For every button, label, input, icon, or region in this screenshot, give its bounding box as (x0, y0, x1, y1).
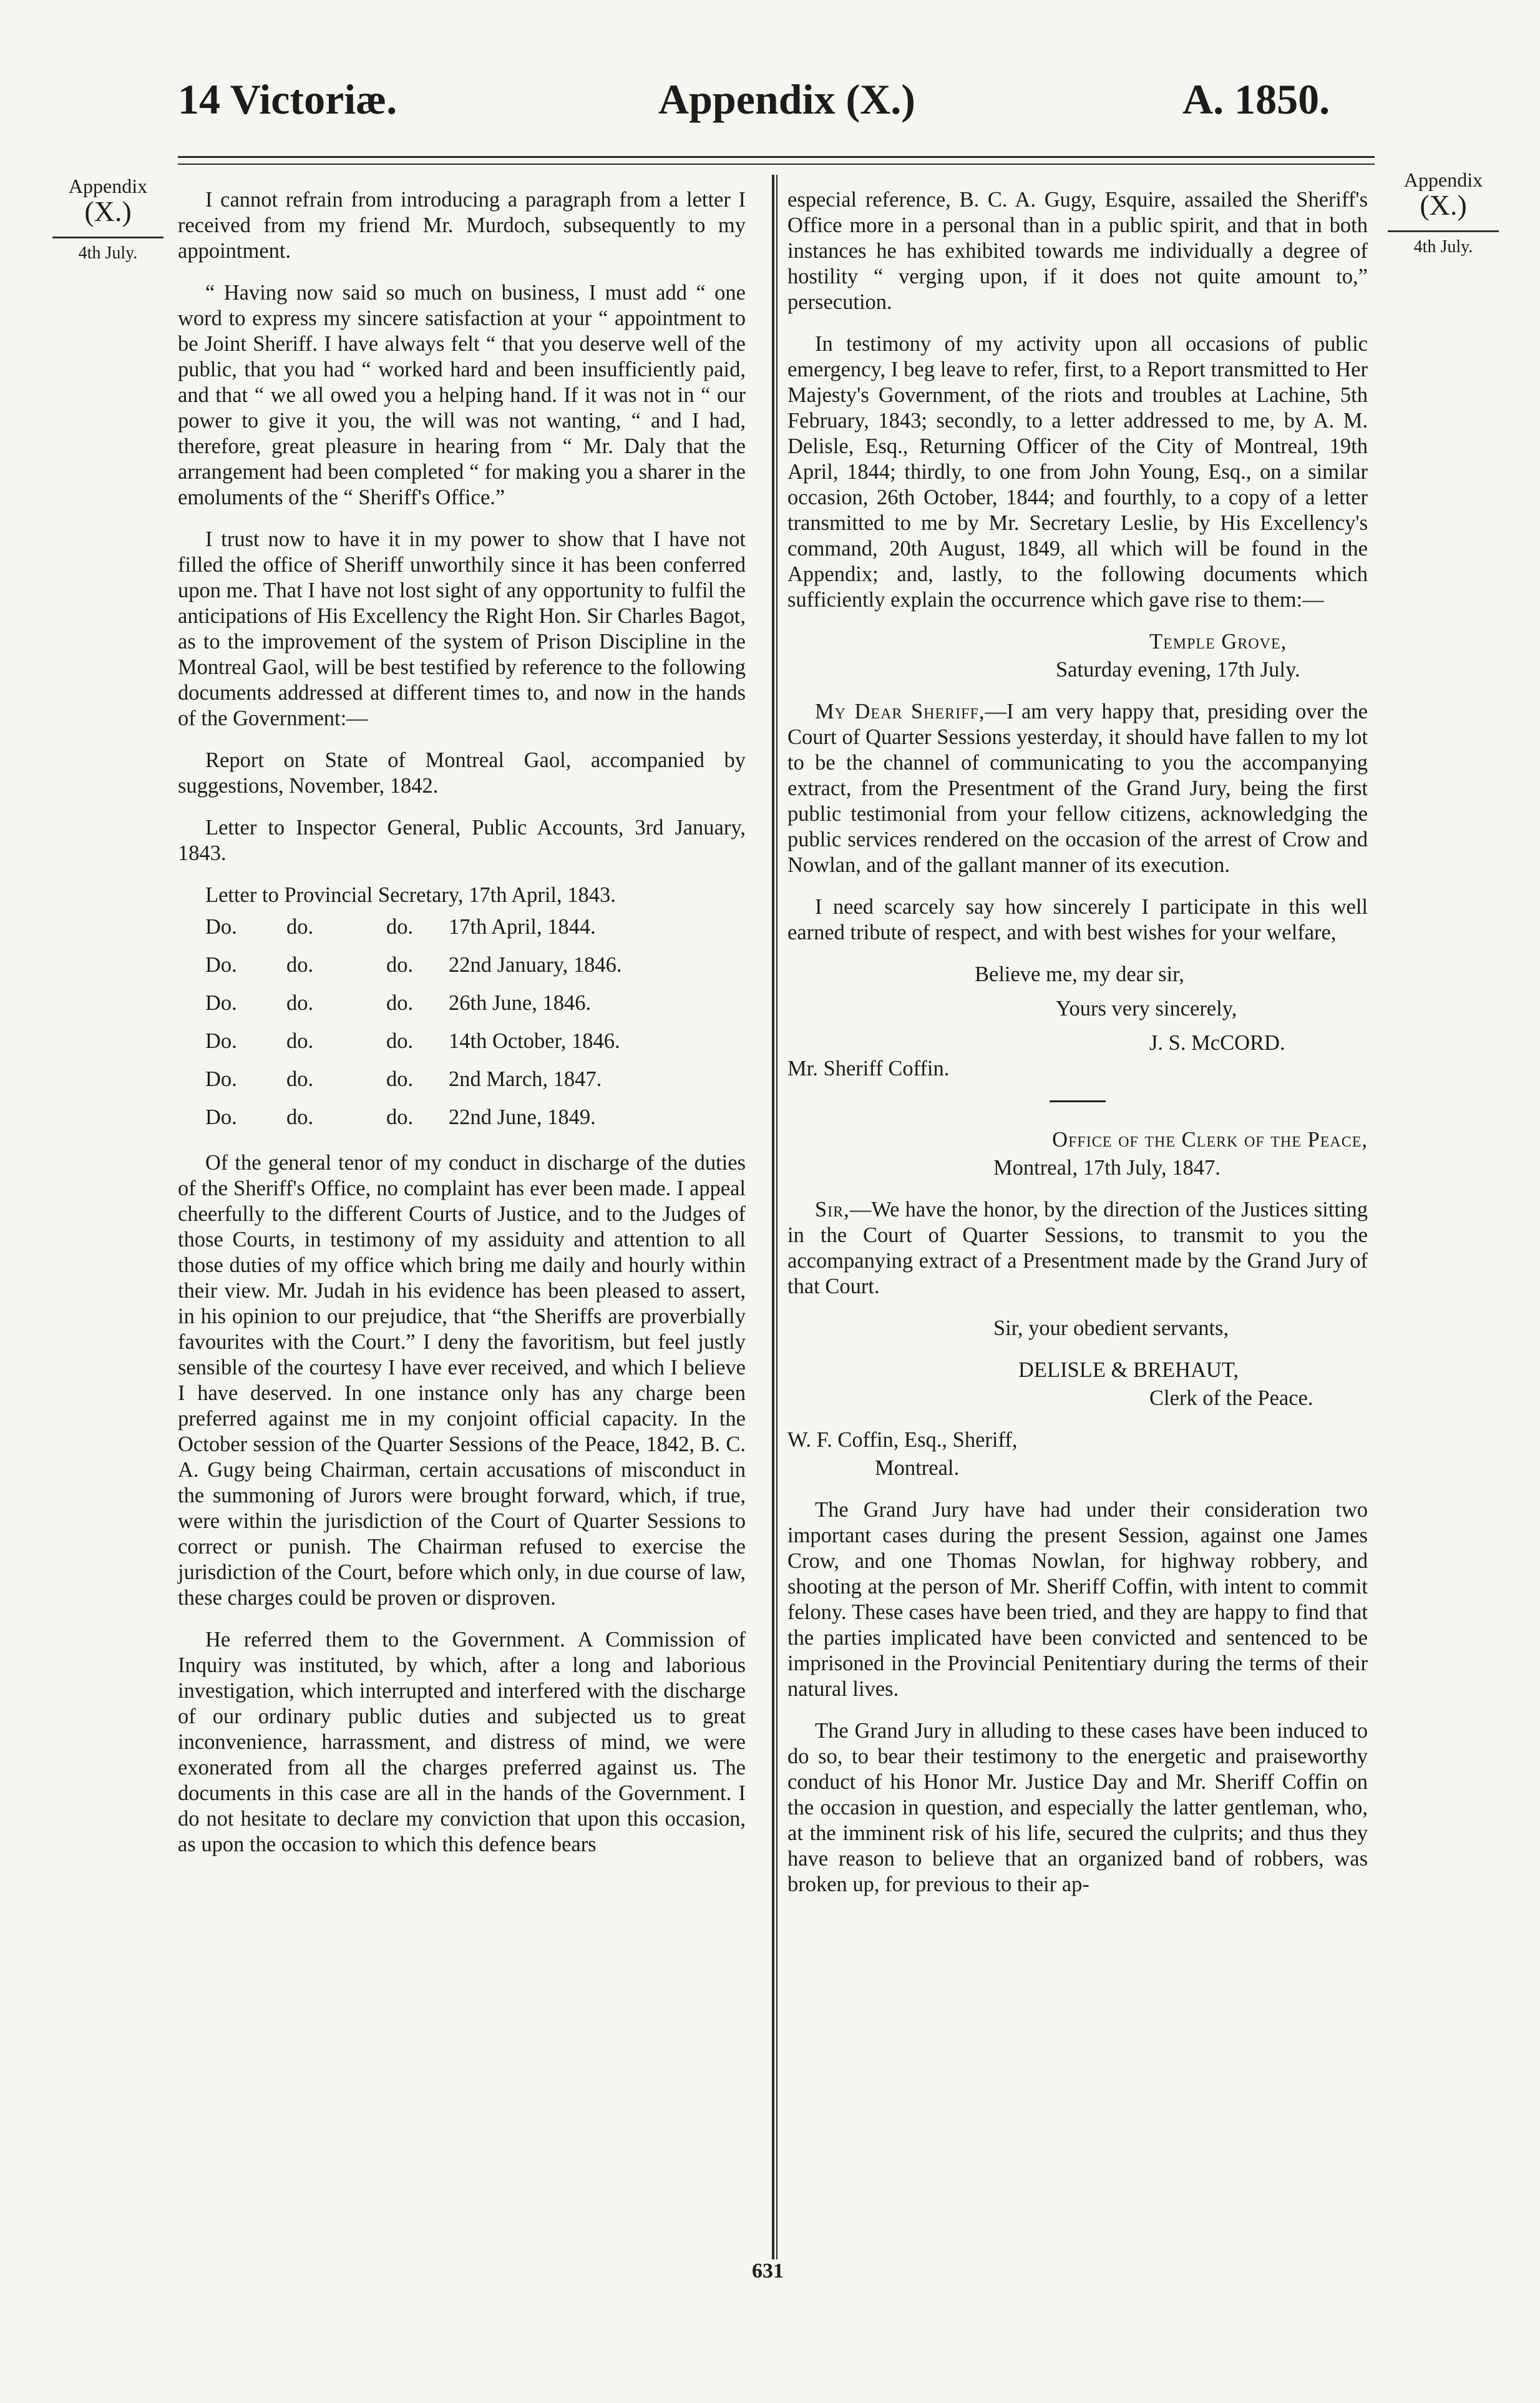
margin-note-ref: (X.) (1420, 189, 1467, 221)
ditto-cell: Do. (205, 1029, 237, 1053)
margin-note-date: 4th July. (78, 243, 138, 263)
letter-date: Saturday evening, 17th July. (1056, 658, 1300, 682)
margin-note-label: Appendix (1403, 169, 1483, 191)
letter-closing: Believe me, my dear sir, (975, 962, 1184, 986)
letter-date: Montreal, 17th July, 1847. (993, 1156, 1221, 1180)
document-entry: Letter to Inspector General, Public Accounts, 3rd January, 1843. (178, 816, 746, 865)
letter-signature: J. S. McCORD. (1149, 1031, 1285, 1055)
ditto-row (178, 946, 746, 984)
paragraph: Of the general tenor of my conduct in discharge of the duties of the Sheriff's Office, no complaint has ever been made. I appeal cheerfully to the different Courts of Justice, and to the Judges of those Courts, in testimony of my assiduity and attention to all those duties of my office which bring me daily and hourly within their view. Mr. Judah in his evidence has been pleased to assert, in his opinion to our prejudice, that “the Sheriffs are proverbially favourites with the Court.” I deny the favoritism, but feel justly sensible of the courtesy I have ever received, and which I believe I have deserved. In one instance only has any charge been preferred against me in my conjoint official capacity. In the October session of the Quarter Sessions of the Peace, 1842, B. C. A. Gugy being Chairman, certain accusations of misconduct in the summoning of Jurors were brought forward, which, if true, were within the jurisdiction of the Court of Quarter Sessions to correct or punish. The Chairman refused to exercise the jurisdiction of the Court, before which only, in due course of law, these charges could be proven or disproven. (178, 1151, 746, 1610)
column-divider (772, 175, 774, 2259)
letter-closing: Yours very sincerely, (1056, 997, 1237, 1020)
letter-signature: DELISLE & BREHAUT, (1018, 1358, 1239, 1382)
ditto-row (178, 1022, 746, 1060)
letter-salutation: Sir, (815, 1198, 850, 1221)
letter-body (787, 1197, 1368, 1299)
paragraph: I need scarcely say how sincerely I participate in this well earned tribute of respect, and with best wishes for your welfare, (787, 895, 1368, 944)
letter-text: —I am very happy that, presiding over the Court of Quarter Sessions yesterday, it should have fallen to my lot to be the channel of communicating to you the accompanying extract, from the Presentment of the Grand Jury, being the first public testimonial from your fellow citizens, acknowledging the public services rendered on the occasion of the arrest of Crow and Nowlan, and of the gallant manner of its execution. (787, 700, 1368, 877)
page-number: 631 (752, 2259, 784, 2283)
ditto-cell: 22nd June, 1849. (449, 1105, 596, 1129)
section-divider (1050, 1100, 1106, 1102)
ditto-cell: Do. (205, 991, 237, 1015)
margin-brace (1388, 219, 1499, 232)
ditto-cell: do. (386, 991, 414, 1015)
ditto-cell: do. (386, 1029, 414, 1053)
ditto-list (178, 908, 746, 1137)
letter-office: Office of the Clerk of the Peace, (1052, 1128, 1368, 1152)
column-divider-inner (776, 175, 777, 2259)
ditto-cell: do. (386, 1105, 414, 1129)
ditto-cell: do. (286, 991, 314, 1015)
margin-note-ref: (X.) (84, 195, 132, 227)
paragraph: I cannot refrain from introducing a paragraph from a letter I received from my friend Mr. Murdoch, subsequently to my appointment. (178, 188, 746, 263)
ditto-cell: Do. (205, 915, 237, 939)
header-year: A. 1850. (1182, 76, 1330, 123)
paragraph: The Grand Jury in alluding to these cases have been induced to do so, to bear their testimony to the energetic and praiseworthy conduct of his Honor Mr. Justice Day and Mr. Sheriff Coffin on the occasion in question, and especially the latter gentleman, who, at the imminent risk of his life, secured the culprits; and thus they have reason to believe that an organized band of robbers, was broken up, for previous to their ap- (787, 1719, 1368, 1896)
ditto-cell: do. (386, 915, 414, 939)
letter-place: Temple Grove, (1149, 630, 1287, 653)
header-rule-bottom (178, 164, 1375, 165)
letter-addressee: W. F. Coffin, Esq., Sheriff, (787, 1428, 1018, 1452)
ditto-cell: Do. (205, 1105, 237, 1129)
ditto-cell: do. (386, 953, 414, 977)
paragraph: especial reference, B. C. A. Gugy, Esquire, assailed the Sheriff's Office more in a personal than in a public spirit, and that in both instances he has exhibited towards me individually a degree of hostility “ verging upon, if it does not quite amount to,” persecution. (787, 188, 1368, 314)
ditto-cell: Do. (205, 1067, 237, 1091)
header-session: 14 Victoriæ. (178, 76, 397, 123)
letter-addressee: Montreal. (875, 1456, 960, 1480)
ditto-cell: 26th June, 1846. (449, 991, 592, 1015)
margin-brace (52, 225, 163, 238)
letter-signer-title: Clerk of the Peace. (1149, 1386, 1313, 1410)
page-header (0, 67, 1540, 136)
ditto-cell: 2nd March, 1847. (449, 1067, 602, 1091)
ditto-cell: do. (286, 1105, 314, 1129)
margin-note-left (49, 175, 167, 263)
ditto-cell: 14th October, 1846. (449, 1029, 620, 1053)
left-column (178, 187, 746, 1874)
paragraph: I trust now to have it in my power to show that I have not filled the office of Sheriff unworthily since it has been conferred upon me. That I have not lost sight of any opportunity to fulfil the anticipations of His Excellency the Right Hon. Sir Charles Bagot, as to the improvement of the system of Prison Discipline in the Montreal Gaol, will be best testified by reference to the following documents addressed at different times to, and now in the hands of the Government:— (178, 527, 746, 730)
letter-body (787, 699, 1368, 878)
ditto-cell: Do. (205, 953, 237, 977)
paragraph: He referred them to the Government. A Commission of Inquiry was instituted, by which, after a long and laborious investigation, which interrupted and interfered with the discharge of our ordinary public duties and subjected us to great inconvenience, harrassment, and distress of mind, we were exonerated from all the charges preferred against us. The documents in this case are all in the hands of the Government. I do not hesitate to declare my conviction that upon this occasion, as upon the occasion to which this defence bears (178, 1628, 746, 1856)
document-entry: Letter to Provincial Secretary, 17th April, 1843. (205, 883, 616, 907)
header-appendix-title: Appendix (X.) (658, 76, 915, 123)
ditto-cell: do. (286, 953, 314, 977)
ditto-cell: do. (286, 915, 314, 939)
ditto-cell: do. (286, 1029, 314, 1053)
ditto-cell: 17th April, 1844. (449, 915, 596, 939)
paragraph: In testimony of my activity upon all occasions of public emergency, I beg leave to refer, first, to a Report transmitted to Her Majesty's Government, of the riots and troubles at Lachine, 5th February, 1843; secondly, to a letter addressed to me, by A. M. Delisle, Esq., Returning Officer of the City of Montreal, 19th April, 1844; thirdly, to one from John Young, Esq., on a similar occasion, 26th October, 1844; and fourthly, to a copy of a letter transmitted to me by Mr. Secretary Leslie, by His Excellency's command, 20th August, 1849, all which will be found in the Appendix; and, lastly, to the following documents which sufficiently explain the occurrence which gave rise to them:— (787, 332, 1368, 612)
letter-text: —We have the honor, by the direction of the Justices sitting in the Court of Quarter Sessions, to transmit to you the accompanying extract of a Presentment made by the Grand Jury of that Court. (787, 1198, 1368, 1298)
margin-note-date: 4th July. (1413, 237, 1473, 257)
letter-closing: Sir, your obedient servants, (993, 1316, 1229, 1340)
ditto-cell: do. (286, 1067, 314, 1091)
ditto-row (178, 908, 746, 946)
ditto-cell: do. (386, 1067, 414, 1091)
header-rule-top (178, 156, 1375, 158)
ditto-row (178, 984, 746, 1022)
ditto-row (178, 1099, 746, 1137)
document-entry: Report on State of Montreal Gaol, accompanied by suggestions, November, 1842. (178, 748, 746, 798)
margin-note-label: Appendix (68, 175, 148, 197)
quoted-letter: “ Having now said so much on business, I must add “ one word to express my sincere satisfaction at your “ appointment to be Joint Sheriff. I have always felt “ that you deserve well of the public, that you had “ worked hard and been insufficiently paid, and that “ we all owed you a helping hand. If it was not in “ our power to give it you, the will was not wanting, “ and I had, therefore, great pleasure in hearing from “ Mr. Daly that the arrangement had been completed “ for making you a sharer in the emoluments of the “ Sheriff's Office.” (178, 281, 746, 509)
margin-note-right (1384, 169, 1503, 257)
ditto-cell: 22nd January, 1846. (449, 953, 622, 977)
letter-salutation: My Dear Sheriff, (815, 700, 985, 723)
ditto-row (178, 1060, 746, 1099)
right-column (787, 187, 1368, 1914)
letter-addressee: Mr. Sheriff Coffin. (787, 1057, 950, 1080)
paragraph: The Grand Jury have had under their consideration two important cases during the present Session, against one James Crow, and one Thomas Nowlan, for highway robbery, and shooting at the person of Mr. Sheriff Coffin, with intent to commit felony. These cases have been tried, and they are happy to find that the parties implicated have been convicted and sentenced to be imprisoned in the Provincial Penitentiary during the terms of their natural lives. (787, 1498, 1368, 1701)
